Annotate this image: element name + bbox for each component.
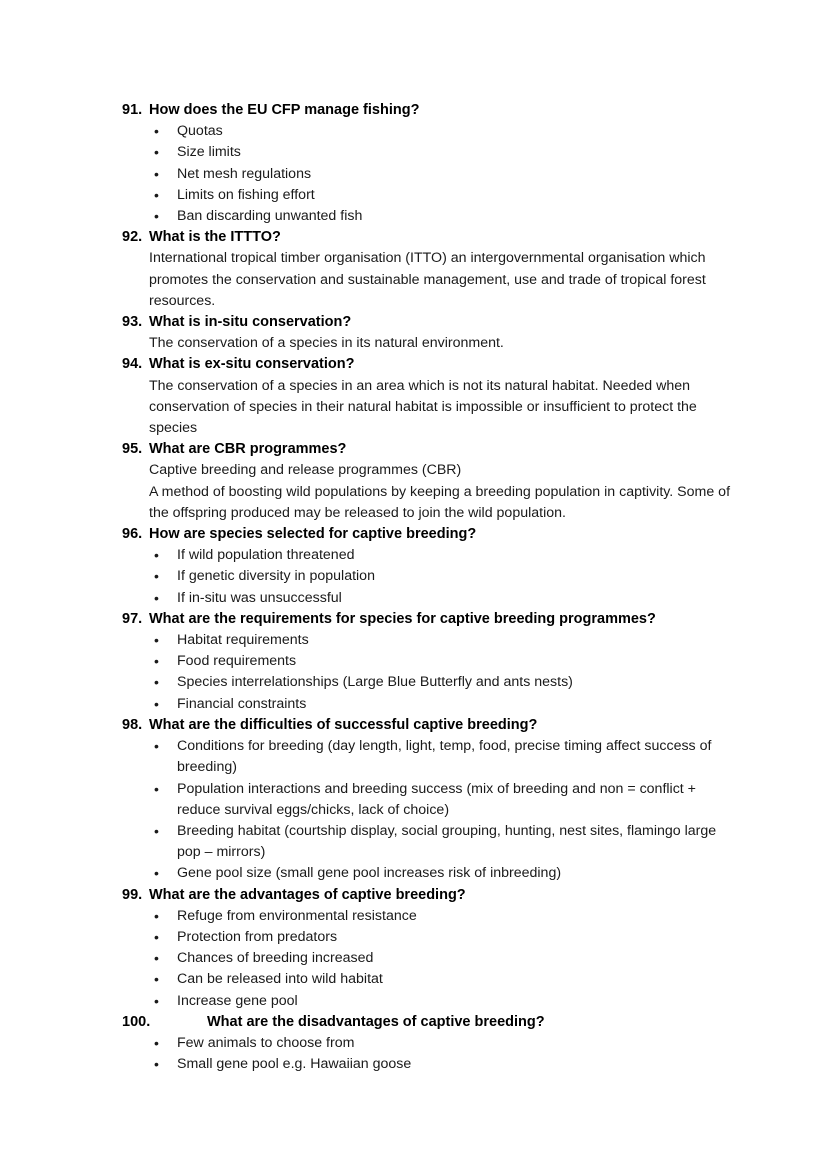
question-number: 95. (122, 441, 143, 458)
question-row (122, 524, 732, 545)
list-item: • Population interactions and breeding success (mix of breeding and non = conflict + reduce survival eggs/chicks, lack of choice) (122, 779, 732, 821)
list-item: • Chances of breeding increased (122, 948, 732, 969)
answer-bullet-list (122, 736, 732, 884)
question-text: What are the disadvantages of captive breeding? (207, 1013, 545, 1030)
qa-block (122, 715, 732, 885)
question-row (122, 609, 732, 630)
list-item: • Can be released into wild habitat (122, 969, 732, 990)
list-item: • If genetic diversity in population (122, 566, 732, 587)
question-row (122, 312, 732, 333)
qa-block (122, 354, 732, 439)
question-row (122, 227, 732, 248)
question-number: 94. (122, 356, 143, 373)
question-row (122, 885, 732, 906)
question-row (122, 1012, 732, 1033)
question-row (122, 439, 732, 460)
list-item: • Small gene pool e.g. Hawaiian goose (122, 1054, 732, 1075)
list-item: • Quotas (122, 121, 732, 142)
qa-block (122, 885, 732, 1012)
question-row (122, 354, 732, 375)
question-number: 98. (122, 716, 143, 733)
list-item: • Protection from predators (122, 927, 732, 948)
answer-bullet-list (122, 906, 732, 1012)
list-item: • Food requirements (122, 651, 732, 672)
list-item: • Net mesh regulations (122, 164, 732, 185)
list-item: • Gene pool size (small gene pool increases risk of inbreeding) (122, 863, 732, 884)
list-item: • If in-situ was unsuccessful (122, 588, 732, 609)
list-item: • Increase gene pool (122, 991, 732, 1012)
question-text: What is the ITTTO? (149, 229, 281, 246)
answer-bullet-list (122, 1033, 732, 1075)
list-item: • Financial constraints (122, 694, 732, 715)
question-number: 91. (122, 102, 143, 118)
question-text: What are CBR programmes? (149, 441, 347, 458)
list-item: • Species interrelationships (Large Blue Butterfly and ants nests) (122, 672, 732, 693)
answer-paragraph: International tropical timber organisation (ITTO) an intergovernmental organisation which promotes the conservation and sustainable management, use and trade of tropical forest resources. (149, 250, 706, 309)
answer-bullet-list (122, 121, 732, 227)
question-number: 96. (122, 526, 143, 543)
qa-block (122, 312, 732, 354)
question-text: What are the requirements for species for captive breeding programmes? (149, 610, 656, 627)
list-item: • Size limits (122, 142, 732, 163)
qa-block (122, 227, 732, 312)
answer-bullet-list (122, 630, 732, 715)
list-item: • Conditions for breeding (day length, light, temp, food, precise timing affect success of breeding) (122, 736, 732, 778)
qa-block (122, 1012, 732, 1076)
answer-paragraph: The conservation of a species in an area which is not its natural habitat. Needed when conservation of species in their natural habitat is impossible or insufficient to protect the species (149, 377, 697, 437)
question-text: What is ex-situ conservation? (149, 356, 355, 373)
question-number: 92. (122, 229, 143, 246)
question-text: What are the advantages of captive breeding? (149, 886, 466, 903)
answer-paragraph: Captive breeding and release programmes (CBR) (149, 462, 462, 479)
question-row (122, 715, 732, 736)
question-text: How does the EU CFP manage fishing? (149, 102, 420, 118)
list-item: • Ban discarding unwanted fish (122, 206, 732, 227)
qa-block (122, 609, 732, 715)
answer-paragraph: The conservation of a species in its natural environment. (149, 335, 504, 352)
question-number: 99. (122, 886, 143, 903)
question-text: What is in-situ conservation? (149, 314, 352, 331)
answer-paragraph: A method of boosting wild populations by keeping a breeding population in captivity. Some of the offspring produced may be released to join the wild population. (149, 483, 731, 521)
list-item: • Few animals to choose from (122, 1033, 732, 1054)
question-text: How are species selected for captive breeding? (149, 526, 477, 543)
list-item: • Breeding habitat (courtship display, social grouping, hunting, nest sites, flamingo large pop – mirrors) (122, 821, 732, 863)
question-row (122, 100, 732, 121)
answer-bullet-list (122, 545, 732, 609)
question-number: 97. (122, 610, 143, 627)
qa-block (122, 100, 732, 227)
question-number: 93. (122, 314, 143, 331)
list-item: • If wild population threatened (122, 545, 732, 566)
qa-block (122, 524, 732, 609)
qa-block (122, 439, 732, 524)
document-body (122, 100, 732, 1075)
list-item: • Refuge from environmental resistance (122, 906, 732, 927)
question-number: 100. (122, 1013, 151, 1030)
list-item: • Habitat requirements (122, 630, 732, 651)
list-item: • Limits on fishing effort (122, 185, 732, 206)
question-text: What are the difficulties of successful captive breeding? (149, 716, 538, 733)
